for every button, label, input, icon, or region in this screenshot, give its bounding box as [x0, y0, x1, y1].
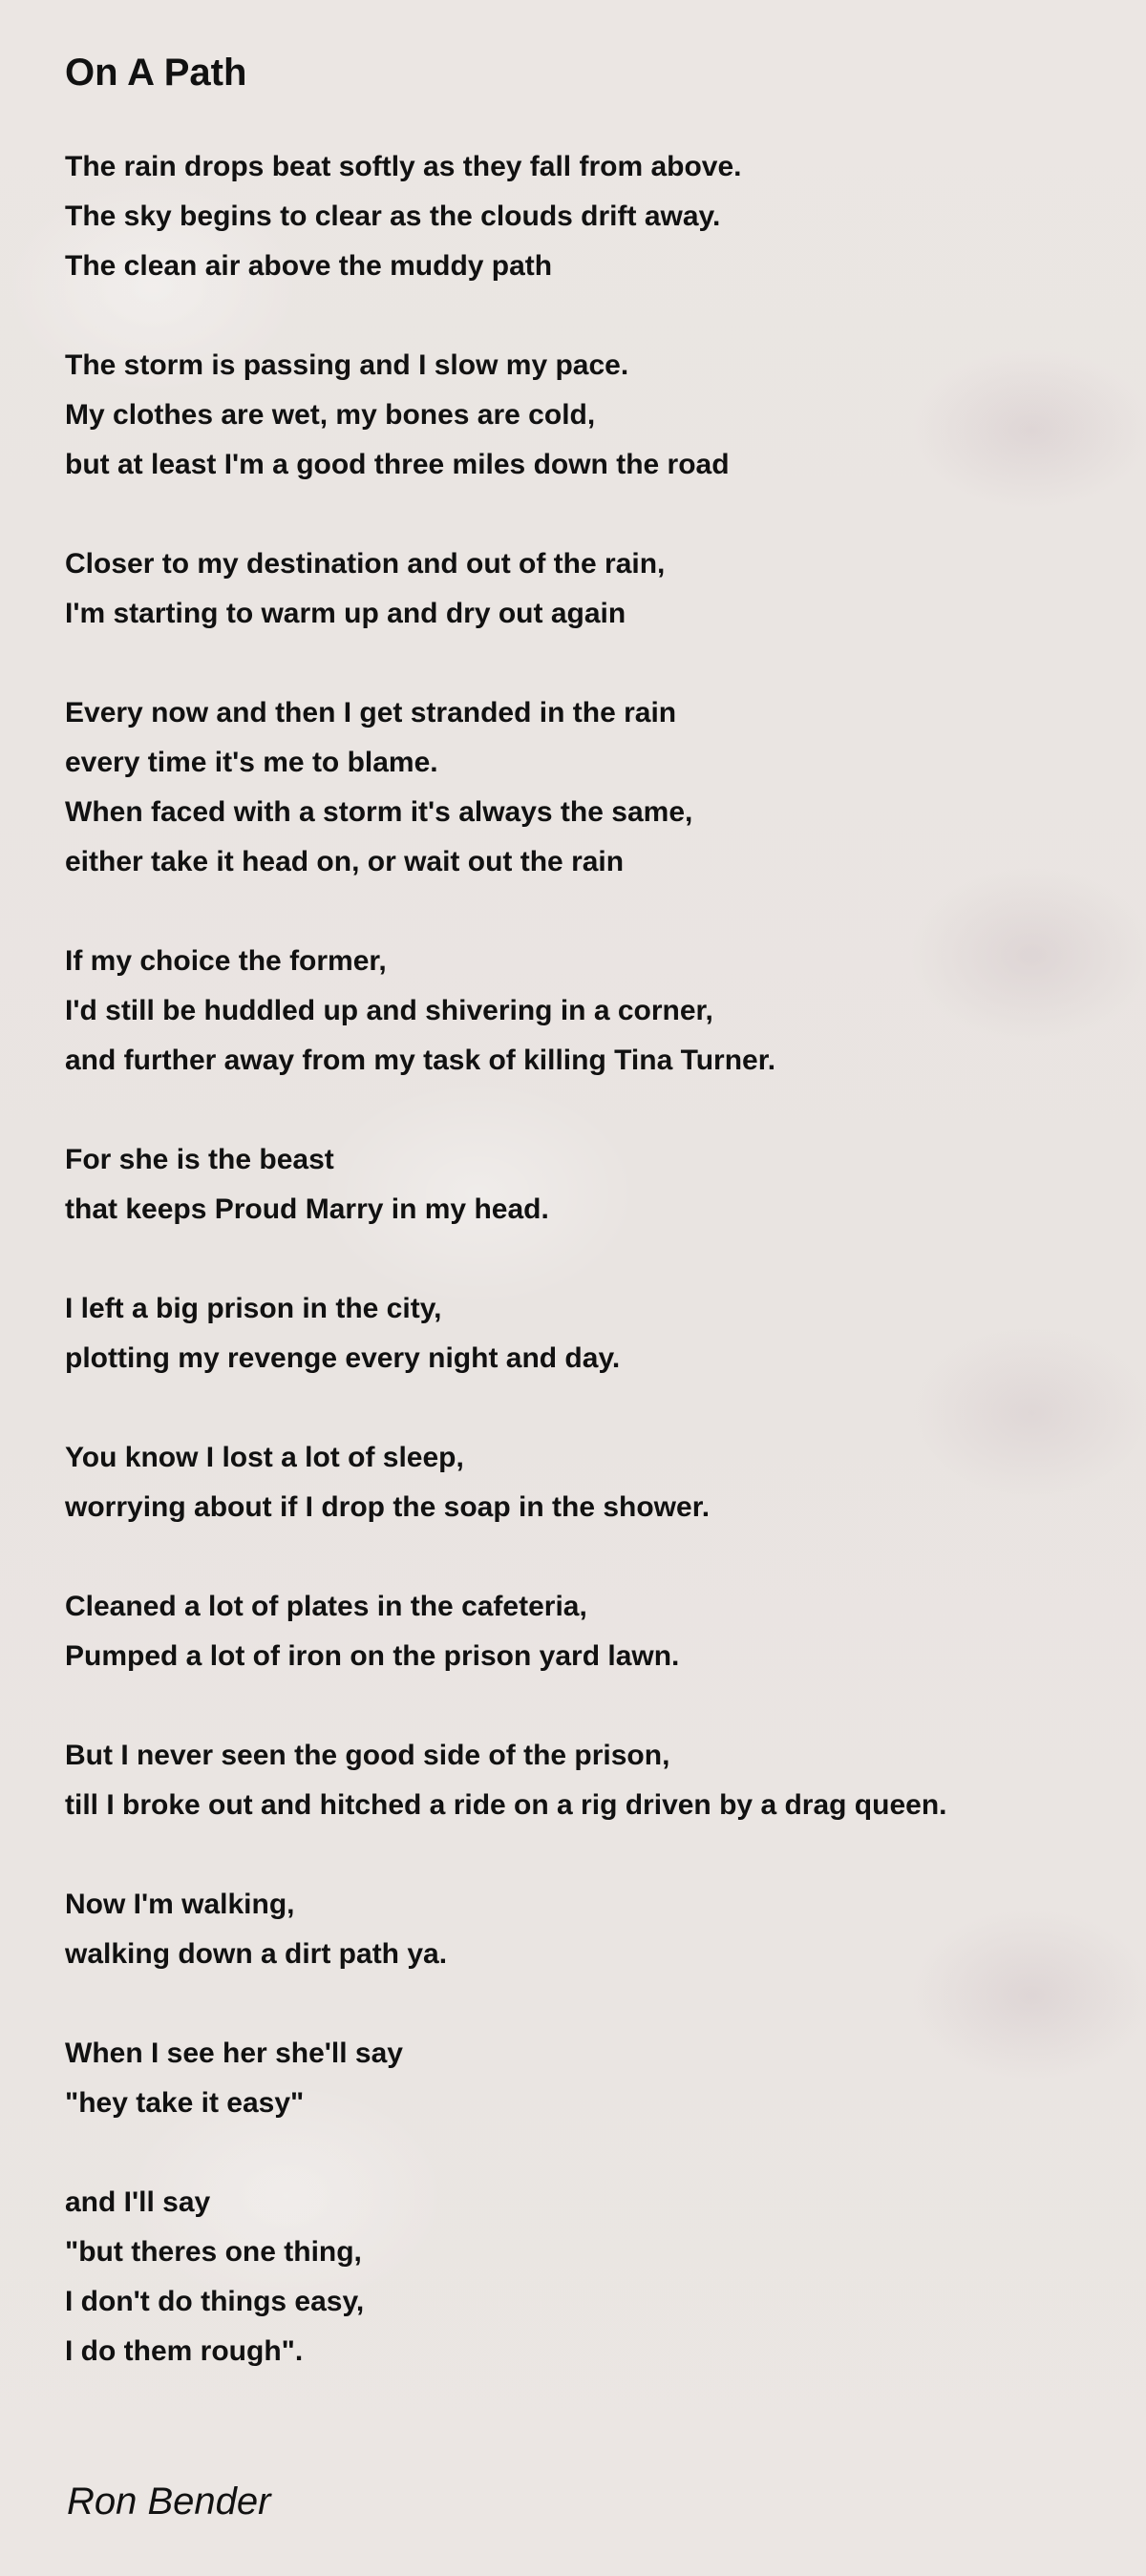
- poem-line: every time it's me to blame.: [65, 747, 438, 778]
- poem-line: I left a big prison in the city,: [65, 1293, 442, 1324]
- poem-line: I'd still be huddled up and shivering in a corner,: [65, 995, 713, 1026]
- poem-author: Ron Bender: [67, 2481, 271, 2523]
- poem-title: On A Path: [65, 52, 247, 94]
- poem-body: [65, 142, 1115, 2426]
- poem-line: "hey take it easy": [65, 2087, 305, 2119]
- stanza: [65, 1284, 1115, 1383]
- poem-line: I don't do things easy,: [65, 2286, 365, 2317]
- poem-line: I'm starting to warm up and dry out again: [65, 598, 626, 629]
- poem-line: But I never seen the good side of the prison,: [65, 1740, 670, 1771]
- stanza: [65, 1880, 1115, 1979]
- poem-line: but at least I'm a good three miles down the road: [65, 449, 730, 480]
- poem-line: If my choice the former,: [65, 945, 387, 977]
- stanza: [65, 1135, 1115, 1235]
- poem-line: The clean air above the muddy path: [65, 250, 553, 282]
- stanza: [65, 1731, 1115, 1830]
- poem-line: "but theres one thing,: [65, 2236, 362, 2268]
- poem-line: Pumped a lot of iron on the prison yard lawn.: [65, 1640, 680, 1672]
- poem-line: and I'll say: [65, 2186, 211, 2218]
- stanza: [65, 937, 1115, 1086]
- poem-line: When faced with a storm it's always the same,: [65, 796, 693, 828]
- poem-line: Closer to my destination and out of the rain,: [65, 548, 666, 580]
- stanza: [65, 539, 1115, 639]
- poem-line: For she is the beast: [65, 1144, 334, 1175]
- stanza: [65, 2178, 1115, 2376]
- poem-line: plotting my revenge every night and day.: [65, 1342, 621, 1374]
- poem-line: Every now and then I get stranded in the rain: [65, 697, 677, 728]
- poem-line: I do them rough".: [65, 2335, 304, 2367]
- poem-line: The sky begins to clear as the clouds drift away.: [65, 201, 721, 232]
- stanza: [65, 142, 1115, 291]
- poem-line: that keeps Proud Marry in my head.: [65, 1193, 549, 1225]
- poem-line: till I broke out and hitched a ride on a rig driven by a drag queen.: [65, 1789, 947, 1821]
- poem-line: Now I'm walking,: [65, 1889, 295, 1920]
- poem-line: You know I lost a lot of sleep,: [65, 1442, 464, 1473]
- poem-line: The rain drops beat softly as they fall from above.: [65, 151, 742, 182]
- poem-line: walking down a dirt path ya.: [65, 1938, 448, 1970]
- poem-line: My clothes are wet, my bones are cold,: [65, 399, 596, 431]
- poem-line: The storm is passing and I slow my pace.: [65, 349, 629, 381]
- stanza: [65, 2029, 1115, 2128]
- poem-line: either take it head on, or wait out the rain: [65, 846, 625, 877]
- poem-line: worrying about if I drop the soap in the shower.: [65, 1491, 711, 1523]
- stanza: [65, 341, 1115, 490]
- poem-line: When I see her she'll say: [65, 2038, 403, 2069]
- stanza: [65, 688, 1115, 887]
- poem-line: and further away from my task of killing Tina Turner.: [65, 1045, 776, 1076]
- stanza: [65, 1582, 1115, 1681]
- poem-line: Cleaned a lot of plates in the cafeteria,: [65, 1591, 587, 1622]
- stanza: [65, 1433, 1115, 1532]
